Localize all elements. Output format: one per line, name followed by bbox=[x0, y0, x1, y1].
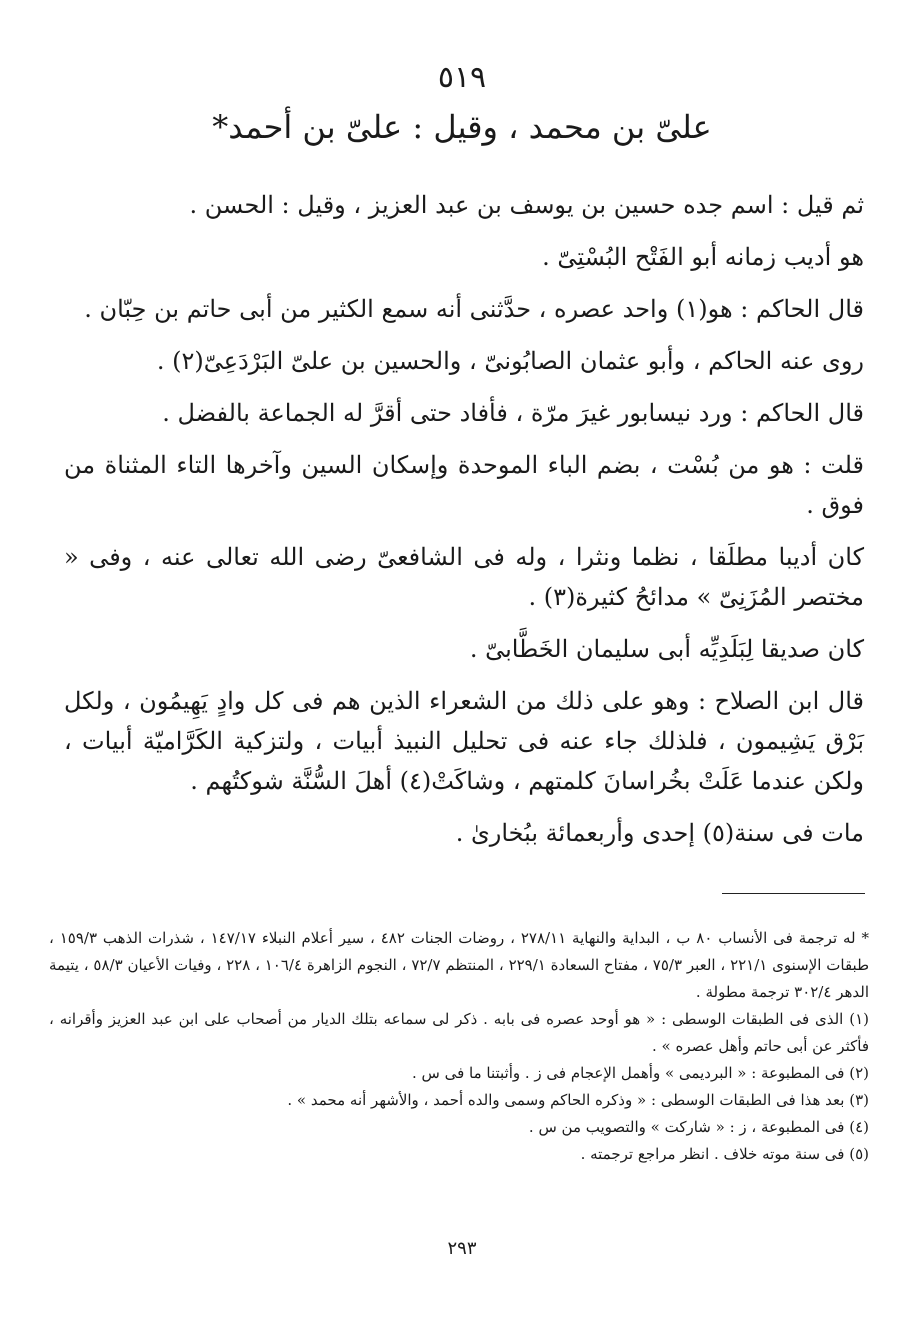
footnote-5: (٥) فى سنة موته خلاف . انظر مراجع ترجمته . bbox=[580, 1145, 869, 1163]
footnote-3: (٣) بعد هذا فى الطبقات الوسطى : « وذكره الحاكم وسمى والده أحمد ، والأشهر أنه محمد » . bbox=[287, 1091, 869, 1109]
paragraph-narrators: روى عنه الحاكم ، وأبو عثمان الصابُونىّ ، والحسين بن علىّ البَرْدَعِىّ(٢) . bbox=[156, 347, 864, 375]
footnote-1: (١) الذى فى الطبقات الوسطى : « هو أوحد عصره فى بابه . ذكر لى سماعه بتلك الديار من أصحاب على ابن عبد العزيز وأقرانه ، فأكثر عن أبى حاتم وأهل عصره » . bbox=[49, 1010, 869, 1055]
paragraph-khattabi: كان صديقا لِبَلَدِيِّه أبى سليمان الخَطَّابىّ . bbox=[469, 635, 864, 663]
footnote-sources: * له ترجمة فى الأنساب ٨٠ ب ، البداية والنهاية ٢٧٨/١١ ، روضات الجنات ٤٨٢ ، سير أعلام النبلاء ١٤٧/١٧ ، شذرات الذهب ١٥٩/٣ ، طبقات الإسنوى ٢٢١/١ ، العبر ٧٥/٣ ، مفتاح السعادة ٢٢٩/١ ، المنتظم ٧٢/٧ ، النجوم الزاهرة ١٠٦/٤ ، ٢٢٨ ، وفيات الأعيان ٥٨/٣ ، يتيمة الدهر ٣٠٢/٤ ترجمة مطولة . bbox=[49, 929, 870, 1001]
biography-body bbox=[64, 185, 864, 865]
footnote-2: (٢) فى المطبوعة : « البرديمى » وأهمل الإعجام فى ز . وأثبتنا ما فى س . bbox=[411, 1064, 869, 1082]
page-number: ٢٩٣ bbox=[447, 1238, 477, 1259]
paragraph-hakim-quote: قال الحاكم : هو(١) واحد عصره ، حدَّثنى أنه سمع الكثير من أبى حاتم بن حِبّان . bbox=[84, 295, 864, 323]
entry-number: ٥١٩ bbox=[437, 60, 487, 95]
paragraph-nishapur: قال الحاكم : ورد نيسابور غيرَ مرّة ، فأفاد حتى أقرَّ له الجماعة بالفضل . bbox=[162, 399, 864, 427]
paragraph-death: مات فى سنة(٥) إحدى وأربعمائة ببُخارىٰ . bbox=[455, 819, 864, 847]
entry-title: علىّ بن محمد ، وقيل : علىّ بن أحمد* bbox=[212, 108, 712, 146]
footnote-divider bbox=[722, 893, 865, 894]
paragraph-ibn-salah: قال ابن الصلاح : وهو على ذلك من الشعراء الذين هم فى كل وادٍ يَهِيمُون ، ولكل بَرْق يَشِيمون ، فلذلك جاء عنه فى تحليل النبيذ أبيات ، ولتزكية الكَرَّاميّة أبيات ، ولكن عندما عَلَتْ بخُراسانَ كلمتهم ، وشاكَتْ(٤) أهلَ السُّنَّة شوكتُهم . bbox=[64, 687, 864, 795]
footnotes bbox=[49, 925, 869, 1168]
paragraph-poetry: كان أديبا مطلَقا ، نظما ونثرا ، وله فى الشافعىّ رضى الله تعالى عنه ، وفى « مختصر المُزَنِىّ » مدائحُ كثيرة(٣) . bbox=[64, 543, 864, 611]
paragraph-name-variant: ثم قيل : اسم جده حسين بن يوسف بن عبد العزيز ، وقيل : الحسن . bbox=[189, 191, 864, 219]
paragraph-nisba-note: قلت : هو من بُسْت ، بضم الباء الموحدة وإسكان السين وآخرها التاء المثناة من فوق . bbox=[64, 451, 864, 519]
footnote-4: (٤) فى المطبوعة ، ز : « شاركت » والتصويب من س . bbox=[528, 1118, 869, 1136]
paragraph-identity: هو أديب زمانه أبو الفَتْح البُسْتِىّ . bbox=[542, 243, 864, 271]
